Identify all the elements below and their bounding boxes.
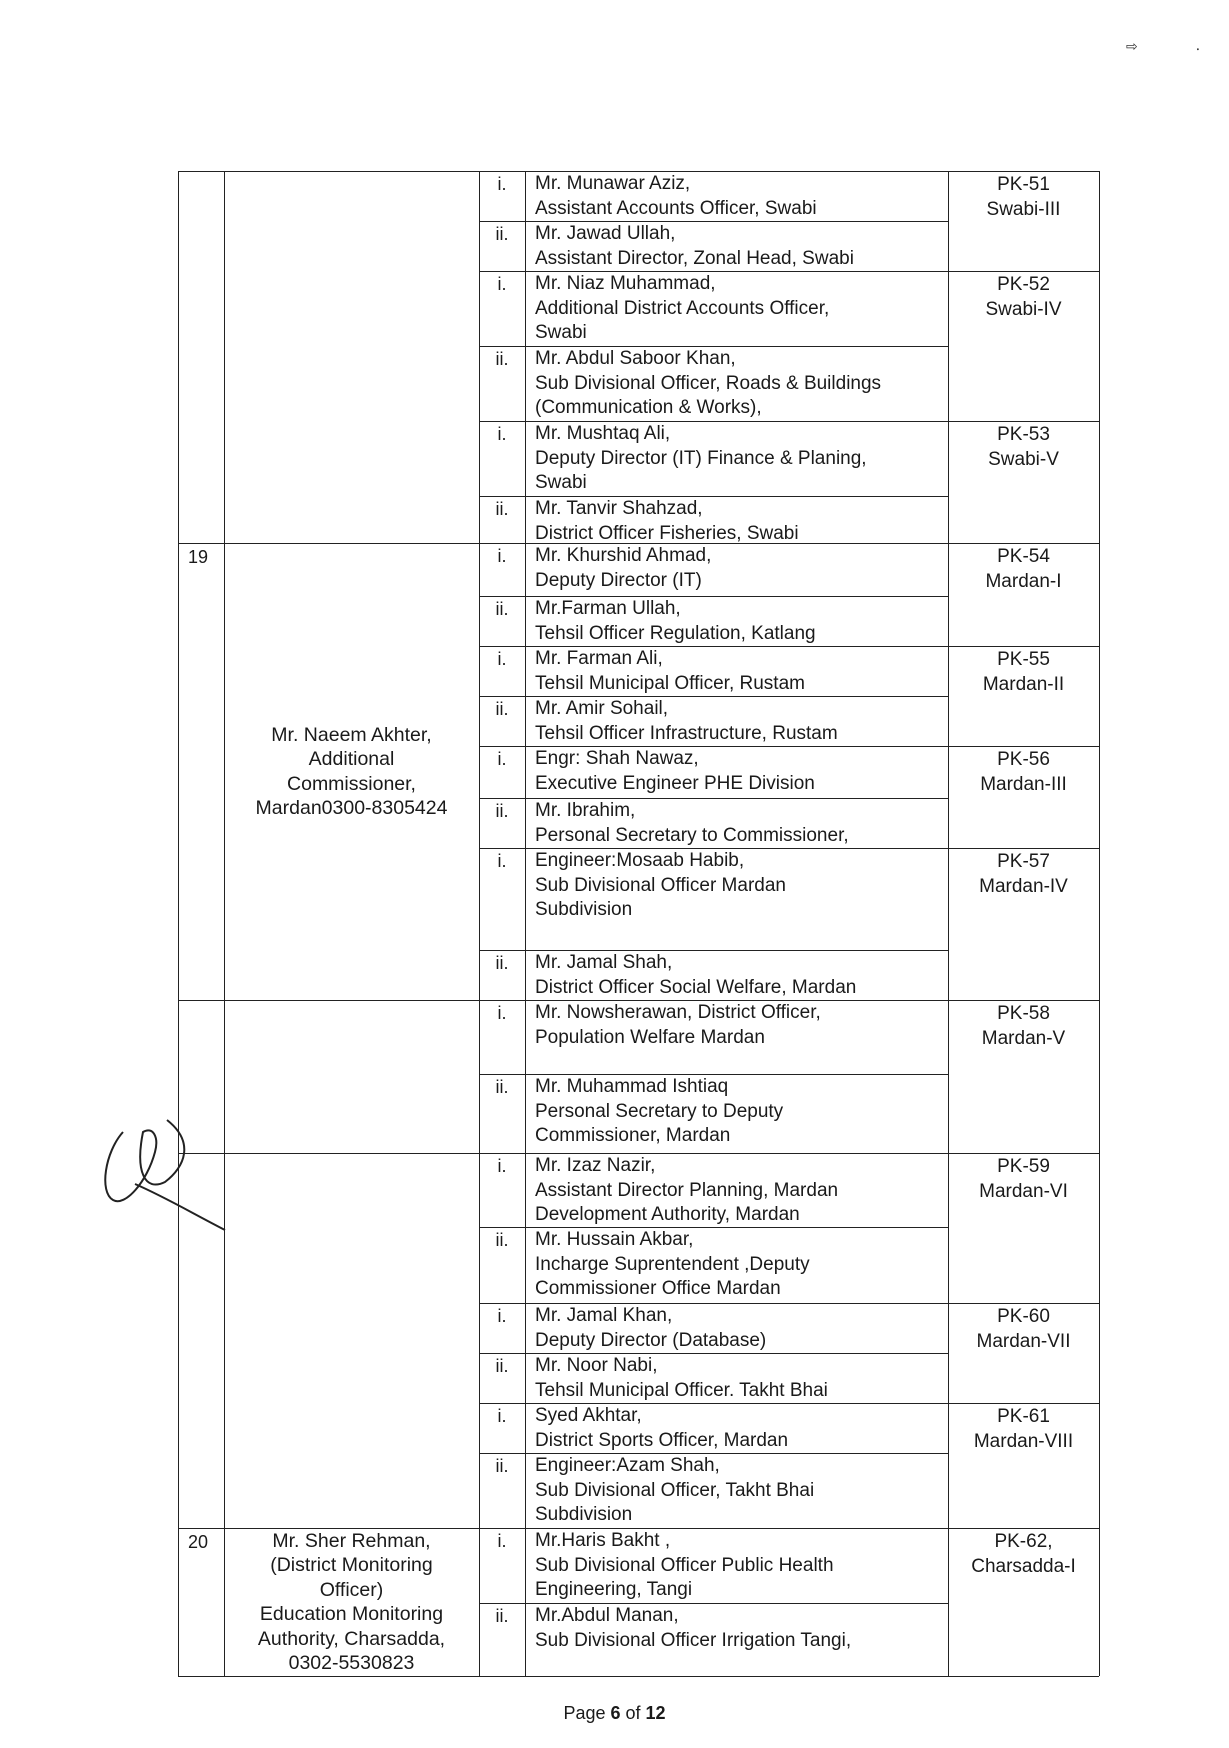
coordinator-line: Additional (308, 748, 395, 770)
coordinator-line: Mr. Naeem Akhter, (271, 723, 432, 746)
constituency-label: PK-54 (997, 546, 1050, 567)
roman-index: i. (497, 174, 507, 194)
coordinator-line: (District Monitoring (270, 1554, 433, 1576)
coordinator (224, 1000, 479, 1153)
roman-index: ii. (495, 699, 509, 719)
serial-number: 20 (188, 1532, 209, 1552)
officer-designation: District Officer Fisheries, Swabi (535, 522, 799, 543)
officer-entry (525, 1303, 948, 1353)
constituency-cell (948, 271, 1099, 421)
officer-entry (525, 543, 948, 596)
page-footer (0, 1703, 1229, 1724)
serial-number (178, 171, 224, 543)
officer-name: Mr. Jamal Khan, (535, 1305, 673, 1326)
roman-index: i. (497, 1306, 507, 1326)
officer-designation: Assistant Director, Zonal Head, Swabi (535, 247, 854, 269)
constituency-label: PK-56 (997, 749, 1050, 770)
roman-index: i. (497, 1406, 507, 1426)
officer-name: Mr. Farman Ali, (535, 648, 663, 669)
officer-designation: Tehsil Officer Infrastructure, Rustam (535, 722, 838, 744)
serial-number: 19 (188, 547, 209, 567)
officer-designation: Tehsil Officer Regulation, Katlang (535, 622, 816, 644)
constituency-label: PK-59 (997, 1156, 1050, 1177)
officer-name: Mr. Hussain Akbar, (535, 1229, 694, 1250)
roman-index: ii. (495, 1606, 509, 1626)
constituency-cell (948, 543, 1099, 646)
officer-designation: Sub Divisional Officer Mardan (535, 874, 786, 896)
coordinator (224, 171, 479, 543)
officer-entry (525, 1000, 948, 1074)
officer-designation: Development Authority, Mardan (535, 1204, 800, 1225)
coordinator-line: Officer) (319, 1578, 384, 1601)
officer-designation: Assistant Accounts Officer, Swabi (535, 197, 817, 219)
coordinator-line: Mardan0300-8305424 (255, 797, 448, 819)
coordinator-line: Authority, Charsadda, (257, 1627, 446, 1650)
officer-name: Mr. Noor Nabi, (535, 1355, 658, 1376)
officer-designation: Population Welfare Mardan (535, 1026, 765, 1048)
constituency-label: PK-58 (997, 1003, 1050, 1024)
officer-designation: Commissioner Office Mardan (535, 1278, 781, 1299)
coordinator-line: Education Monitoring (259, 1603, 444, 1625)
constituency-cell (948, 1528, 1099, 1676)
roman-index: ii. (495, 1077, 509, 1097)
constituency-label: Mardan-II (982, 673, 1065, 695)
footer-prefix: Page (563, 1703, 611, 1723)
roman-index: ii. (495, 1356, 509, 1376)
constituency-label: Swabi-III (986, 198, 1061, 220)
officer-name: Mr. Niaz Muhammad, (535, 273, 716, 294)
officer-designation: Deputy Director (IT) Finance & Planing, (535, 447, 867, 469)
roman-index: i. (497, 546, 507, 566)
scan-mark-left: ⇨ (1126, 38, 1138, 54)
officer-designation: Additional District Accounts Officer, (535, 297, 830, 319)
officer-designation: Tehsil Municipal Officer, Rustam (535, 672, 805, 694)
coordinator-line: 0302-5530823 (288, 1652, 415, 1674)
constituency-label: PK-52 (997, 274, 1050, 295)
constituency-label: Mardan-VIII (973, 1430, 1074, 1452)
officer-designation: Commissioner, Mardan (535, 1125, 731, 1146)
officer-designation: Swabi (535, 322, 587, 343)
coordinator-line: Commissioner, (287, 772, 416, 795)
officer-entry (525, 171, 948, 221)
roman-index: i. (497, 749, 507, 769)
roman-index: i. (497, 1156, 507, 1176)
footer-middle: of (620, 1703, 646, 1723)
constituency-label: Mardan-IV (979, 875, 1068, 897)
officer-designation: Sub Divisional Officer Irrigation Tangi, (535, 1629, 852, 1651)
constituency-label: Swabi-IV (985, 298, 1062, 320)
officer-designation: (Communication & Works), (535, 397, 762, 418)
scan-mark-right: ⸳ (1196, 39, 1200, 55)
roman-index: i. (497, 1531, 507, 1551)
officer-designation: District Sports Officer, Mardan (535, 1429, 789, 1451)
roman-index: i. (497, 851, 507, 871)
officer-name: Mr. Ibrahim, (535, 800, 636, 821)
officer-name: Mr. Muhammad Ishtiaq (535, 1076, 729, 1097)
officer-name: Mr. Amir Sohail, (535, 698, 669, 719)
constituency-cell (948, 646, 1099, 746)
roman-index: ii. (495, 1230, 509, 1250)
officer-name: Mr.Haris Bakht , (535, 1530, 671, 1551)
roman-index: ii. (495, 499, 509, 519)
constituency-cell (948, 746, 1099, 848)
officer-entry (525, 746, 948, 798)
constituency-cell (948, 848, 1099, 1000)
officer-name: Engineer:Azam Shah, (535, 1455, 720, 1476)
officer-name: Mr.Abdul Manan, (535, 1605, 679, 1626)
officer-name: Mr. Nowsherawan, District Officer, (535, 1002, 821, 1023)
constituency-cell (948, 421, 1099, 543)
officer-entry (525, 421, 948, 496)
officer-designation: Personal Secretary to Commissioner, (535, 824, 849, 846)
officer-entry (525, 1603, 948, 1676)
table-rule (1099, 171, 1100, 1676)
officer-name: Mr. Mushtaq Ali, (535, 423, 671, 444)
officer-designation: Deputy Director (IT) (535, 569, 702, 591)
constituency-cell (948, 171, 1099, 271)
officer-entry (525, 646, 948, 696)
officer-name: Engineer:Mosaab Habib, (535, 850, 745, 871)
officer-entry (525, 950, 948, 1000)
officer-designation: Sub Divisional Officer, Roads & Buildings (535, 372, 882, 394)
roman-index: ii. (495, 224, 509, 244)
constituency-label: PK-55 (997, 649, 1050, 670)
officer-entry (525, 1227, 948, 1303)
officer-designation: Deputy Director (Database) (535, 1329, 767, 1351)
officer-designation: Incharge Suprentendent ,Deputy (535, 1253, 810, 1275)
constituency-cell (948, 1000, 1099, 1153)
officer-entry (525, 1153, 948, 1227)
signature-mark (95, 1112, 235, 1242)
constituency-label: Charsadda-I (971, 1555, 1076, 1577)
officer-entry (525, 1074, 948, 1153)
officer-designation: Sub Divisional Officer, Takht Bhai (535, 1479, 815, 1501)
officer-designation: Subdivision (535, 1504, 633, 1525)
officer-name: Engr: Shah Nawaz, (535, 748, 699, 769)
roman-index: ii. (495, 1456, 509, 1476)
officer-entry (525, 221, 948, 271)
roman-index: i. (497, 274, 507, 294)
roman-index: i. (497, 649, 507, 669)
officer-entry (525, 346, 948, 421)
officer-entry (525, 1528, 948, 1603)
constituency-label: PK-53 (997, 424, 1050, 445)
coordinator (224, 1528, 479, 1676)
officer-name: Syed Akhtar, (535, 1405, 642, 1426)
officer-name: Mr. Izaz Nazir, (535, 1155, 656, 1176)
roman-index: i. (497, 1003, 507, 1023)
footer-total: 12 (645, 1703, 666, 1723)
officer-name: Mr. Munawar Aziz, (535, 173, 691, 194)
officer-name: Mr. Jamal Shah, (535, 952, 673, 973)
officer-name: Mr. Tanvir Shahzad, (535, 498, 703, 519)
officer-designation: Executive Engineer PHE Division (535, 772, 815, 794)
officer-entry (525, 1403, 948, 1453)
roman-index: i. (497, 424, 507, 444)
officer-entry (525, 1353, 948, 1403)
officer-designation: Sub Divisional Officer Public Health (535, 1554, 834, 1576)
constituency-label: Mardan-VI (979, 1180, 1068, 1202)
officer-entry (525, 271, 948, 346)
constituency-label: PK-51 (997, 174, 1050, 195)
constituency-label: PK-62, (994, 1531, 1053, 1552)
officer-designation: Tehsil Municipal Officer. Takht Bhai (535, 1379, 828, 1401)
officer-name: Mr. Khurshid Ahmad, (535, 545, 712, 566)
officer-entry (525, 696, 948, 746)
officer-entry (525, 848, 948, 950)
officer-designation: Assistant Director Planning, Mardan (535, 1179, 839, 1201)
officer-designation: Engineering, Tangi (535, 1579, 693, 1600)
officer-entry (525, 596, 948, 646)
constituency-label: PK-57 (997, 851, 1050, 872)
constituency-cell (948, 1153, 1099, 1303)
constituency-label: PK-60 (997, 1306, 1050, 1327)
roman-index: ii. (495, 599, 509, 619)
officer-name: Mr. Abdul Saboor Khan, (535, 348, 736, 369)
officer-name: Mr. Jawad Ullah, (535, 223, 676, 244)
officer-designation: District Officer Social Welfare, Mardan (535, 976, 857, 998)
constituency-cell (948, 1403, 1099, 1528)
constituency-label: Mardan-VII (976, 1330, 1071, 1352)
coordinator-line: Mr. Sher Rehman, (272, 1529, 431, 1552)
officer-entry (525, 496, 948, 543)
officer-designation: Swabi (535, 472, 587, 493)
footer-current: 6 (610, 1703, 621, 1723)
constituency-cell (948, 1303, 1099, 1403)
officer-designation: Personal Secretary to Deputy (535, 1100, 784, 1122)
constituency-label: Mardan-I (985, 570, 1062, 592)
roman-index: ii. (495, 953, 509, 973)
table-rule (178, 1676, 1099, 1677)
officer-name: Mr.Farman Ullah, (535, 598, 681, 619)
officer-entry (525, 1453, 948, 1528)
roman-index: ii. (495, 801, 509, 821)
roman-index: ii. (495, 349, 509, 369)
coordinator (224, 1153, 479, 1528)
coordinator (224, 543, 479, 1000)
officer-designation: Subdivision (535, 899, 633, 920)
officer-entry (525, 798, 948, 848)
constituency-label: Mardan-III (980, 773, 1067, 795)
constituency-label: PK-61 (997, 1406, 1050, 1427)
constituency-label: Mardan-V (981, 1027, 1066, 1049)
constituency-label: Swabi-V (988, 448, 1059, 470)
